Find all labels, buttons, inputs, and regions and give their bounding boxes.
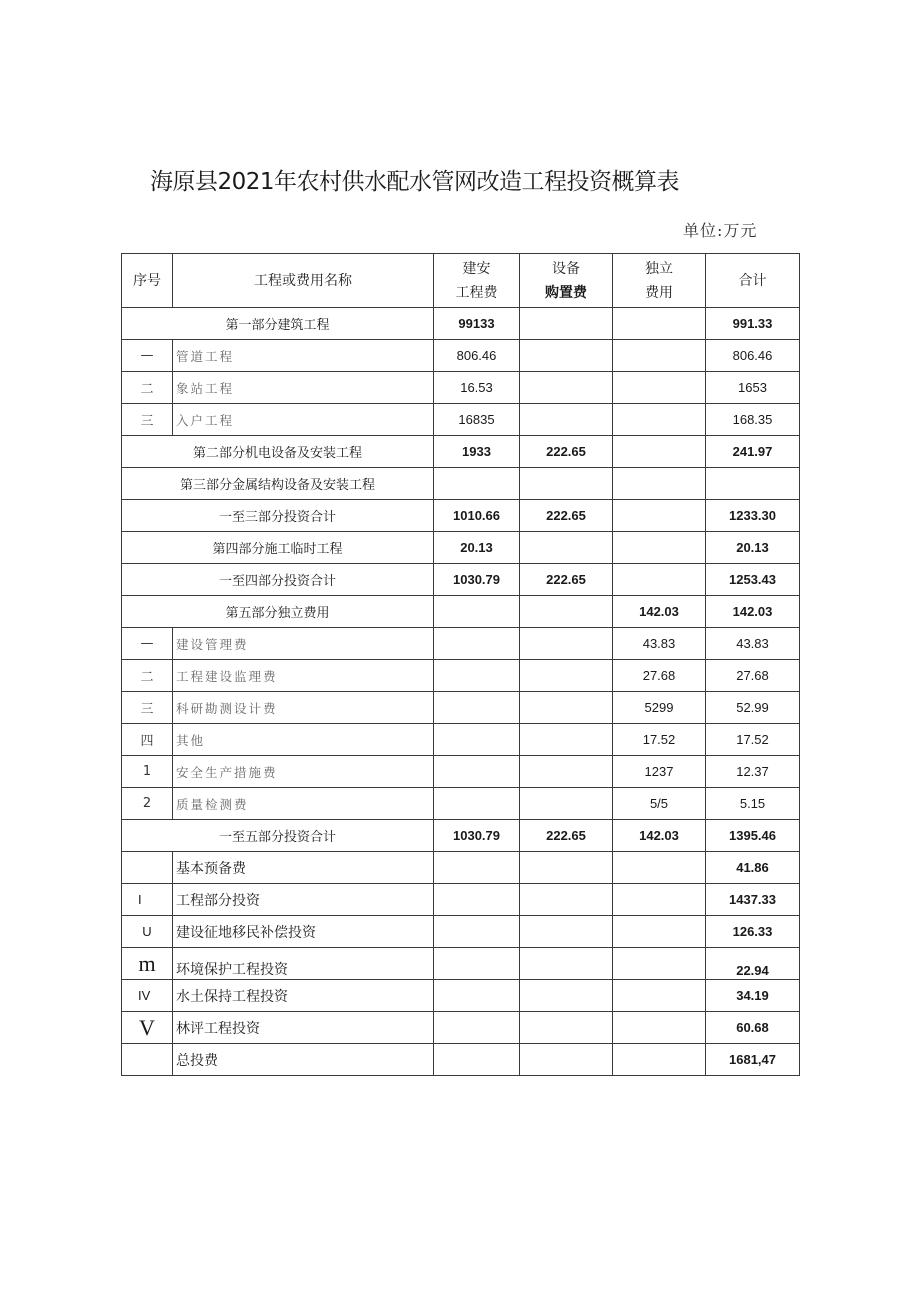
seq-cell: 四	[122, 724, 173, 756]
construction-cell	[434, 1044, 520, 1076]
construction-cell: 16.53	[434, 372, 520, 404]
independent-cell	[613, 340, 706, 372]
construction-cell	[434, 724, 520, 756]
equipment-cell	[520, 756, 613, 788]
name-cell: 科研勘测设计费	[173, 692, 434, 724]
equipment-cell	[520, 1012, 613, 1044]
total-cell: 126.33	[706, 916, 800, 948]
name-cell: 质量检测费	[173, 788, 434, 820]
seq-cell: 1	[122, 756, 173, 788]
total-cell: 142.03	[706, 596, 800, 628]
section-label: 第三部分金属结构设备及安装工程	[122, 468, 434, 500]
header-name: 工程或费用名称	[173, 254, 434, 308]
independent-cell	[613, 916, 706, 948]
table-row	[122, 1012, 800, 1044]
name-cell: 安全生产措施费	[173, 756, 434, 788]
section-label: 一至四部分投资合计	[122, 564, 434, 596]
name-cell: 管道工程	[173, 340, 434, 372]
total-cell: 41.86	[706, 852, 800, 884]
independent-cell	[613, 1044, 706, 1076]
total-cell: 1681,47	[706, 1044, 800, 1076]
total-cell: 241.97	[706, 436, 800, 468]
section-label: 第五部分独立费用	[122, 596, 434, 628]
table-row	[122, 756, 800, 788]
total-cell: 1437.33	[706, 884, 800, 916]
table-row	[122, 564, 800, 596]
header-total: 合计	[706, 254, 800, 308]
table-row	[122, 596, 800, 628]
equipment-cell	[520, 788, 613, 820]
independent-cell	[613, 884, 706, 916]
table-row	[122, 660, 800, 692]
budget-table	[121, 253, 800, 1076]
table-row	[122, 628, 800, 660]
independent-cell	[613, 980, 706, 1012]
section-label: 一至三部分投资合计	[122, 500, 434, 532]
name-cell: 林评工程投资	[173, 1012, 434, 1044]
construction-cell	[434, 788, 520, 820]
table-row	[122, 884, 800, 916]
construction-cell	[434, 468, 520, 500]
equipment-cell	[520, 724, 613, 756]
table-row	[122, 340, 800, 372]
independent-cell: 1237	[613, 756, 706, 788]
construction-cell	[434, 756, 520, 788]
equipment-cell: 222.65	[520, 820, 613, 852]
table-row	[122, 372, 800, 404]
construction-cell	[434, 852, 520, 884]
equipment-cell	[520, 1044, 613, 1076]
construction-cell: 16835	[434, 404, 520, 436]
name-cell: 工程部分投资	[173, 884, 434, 916]
seq-cell	[122, 1044, 173, 1076]
independent-cell	[613, 948, 706, 980]
equipment-cell	[520, 852, 613, 884]
equipment-cell: 222.65	[520, 500, 613, 532]
total-cell: 5.15	[706, 788, 800, 820]
equipment-cell	[520, 980, 613, 1012]
table-row	[122, 788, 800, 820]
seq-cell: 2	[122, 788, 173, 820]
independent-cell	[613, 1012, 706, 1044]
seq-cell: —	[122, 340, 173, 372]
construction-cell: 1030.79	[434, 820, 520, 852]
independent-cell	[613, 532, 706, 564]
seq-cell: U	[122, 916, 173, 948]
independent-cell: 142.03	[613, 596, 706, 628]
equipment-cell	[520, 948, 613, 980]
table-row	[122, 916, 800, 948]
total-cell: 1233.30	[706, 500, 800, 532]
construction-cell: 806.46	[434, 340, 520, 372]
section-label: 第四部分施工临时工程	[122, 532, 434, 564]
seq-cell: 三	[122, 404, 173, 436]
total-cell: 52.99	[706, 692, 800, 724]
total-cell: 60.68	[706, 1012, 800, 1044]
total-cell	[706, 468, 800, 500]
table-row	[122, 532, 800, 564]
independent-cell	[613, 404, 706, 436]
name-cell: 象站工程	[173, 372, 434, 404]
seq-cell: V	[122, 1012, 173, 1044]
table-row	[122, 980, 800, 1012]
equipment-cell	[520, 628, 613, 660]
independent-cell: 5/5	[613, 788, 706, 820]
equipment-cell	[520, 884, 613, 916]
table-row	[122, 724, 800, 756]
page-title: 海原县2021年农村供水配水管网改造工程投资概算表	[150, 169, 680, 195]
seq-cell: I	[122, 884, 173, 916]
independent-cell: 27.68	[613, 660, 706, 692]
section-label: 第一部分建筑工程	[122, 308, 434, 340]
equipment-cell: 222.65	[520, 564, 613, 596]
table-row	[122, 1044, 800, 1076]
table-row	[122, 852, 800, 884]
seq-cell: —	[122, 628, 173, 660]
table-row	[122, 468, 800, 500]
table-row	[122, 436, 800, 468]
seq-cell: 二	[122, 372, 173, 404]
header-independent-line2: 费用	[645, 284, 673, 301]
equipment-cell	[520, 372, 613, 404]
name-cell: 建设征地移民补偿投资	[173, 916, 434, 948]
equipment-cell	[520, 308, 613, 340]
total-cell: 34.19	[706, 980, 800, 1012]
header-equipment	[520, 254, 613, 308]
table-row	[122, 820, 800, 852]
total-cell: 12.37	[706, 756, 800, 788]
seq-cell	[122, 852, 173, 884]
header-construction-line1: 建安	[462, 260, 491, 277]
total-cell: 806.46	[706, 340, 800, 372]
total-cell: 1653	[706, 372, 800, 404]
name-cell: 入户工程	[173, 404, 434, 436]
construction-cell	[434, 948, 520, 980]
table-row	[122, 500, 800, 532]
independent-cell	[613, 436, 706, 468]
construction-cell	[434, 692, 520, 724]
independent-cell	[613, 308, 706, 340]
header-equipment-line2: 购置费	[545, 284, 587, 301]
header-seq: 序号	[122, 254, 173, 308]
total-cell: 991.33	[706, 308, 800, 340]
independent-cell: 142.03	[613, 820, 706, 852]
equipment-cell	[520, 596, 613, 628]
equipment-cell	[520, 660, 613, 692]
name-cell: 水土保持工程投资	[173, 980, 434, 1012]
section-label: 第二部分机电设备及安装工程	[122, 436, 434, 468]
construction-cell	[434, 628, 520, 660]
total-cell: 27.68	[706, 660, 800, 692]
name-cell: 环境保护工程投资	[173, 948, 434, 980]
name-cell: 基本预备费	[173, 852, 434, 884]
header-equipment-line1: 设备	[552, 260, 580, 277]
table-row	[122, 404, 800, 436]
table-row	[122, 692, 800, 724]
independent-cell	[613, 564, 706, 596]
name-cell: 工程建设监理费	[173, 660, 434, 692]
construction-cell: 1010.66	[434, 500, 520, 532]
total-cell: 168.35	[706, 404, 800, 436]
header-independent-line1: 独立	[645, 260, 673, 277]
independent-cell: 17.52	[613, 724, 706, 756]
equipment-cell	[520, 468, 613, 500]
construction-cell: 99133	[434, 308, 520, 340]
seq-cell: m	[122, 948, 173, 980]
construction-cell: 20.13	[434, 532, 520, 564]
construction-cell: 1030.79	[434, 564, 520, 596]
header-independent	[613, 254, 706, 308]
construction-cell	[434, 980, 520, 1012]
independent-cell	[613, 372, 706, 404]
construction-cell	[434, 884, 520, 916]
header-construction-line2: 工程费	[455, 284, 498, 301]
construction-cell	[434, 916, 520, 948]
independent-cell	[613, 468, 706, 500]
equipment-cell	[520, 340, 613, 372]
construction-cell	[434, 596, 520, 628]
name-cell: 总投费	[173, 1044, 434, 1076]
table-header-row	[122, 254, 800, 308]
total-cell: 17.52	[706, 724, 800, 756]
equipment-cell	[520, 532, 613, 564]
independent-cell	[613, 500, 706, 532]
construction-cell: 1933	[434, 436, 520, 468]
independent-cell: 43.83	[613, 628, 706, 660]
name-cell: 其他	[173, 724, 434, 756]
seq-cell: 二	[122, 660, 173, 692]
equipment-cell	[520, 404, 613, 436]
table-row	[122, 308, 800, 340]
total-cell: 20.13	[706, 532, 800, 564]
construction-cell	[434, 1012, 520, 1044]
construction-cell	[434, 660, 520, 692]
total-cell: 43.83	[706, 628, 800, 660]
section-label: 一至五部分投资合计	[122, 820, 434, 852]
header-construction	[434, 254, 520, 308]
total-cell: 1395.46	[706, 820, 800, 852]
seq-cell: 三	[122, 692, 173, 724]
seq-cell: IV	[122, 980, 173, 1012]
total-cell: 22.94	[706, 948, 800, 980]
equipment-cell	[520, 916, 613, 948]
total-cell: 1253.43	[706, 564, 800, 596]
independent-cell: 5299	[613, 692, 706, 724]
name-cell: 建设管理费	[173, 628, 434, 660]
equipment-cell: 222.65	[520, 436, 613, 468]
independent-cell	[613, 852, 706, 884]
unit-label: 单位:万元	[683, 221, 758, 240]
equipment-cell	[520, 692, 613, 724]
table-row	[122, 948, 800, 980]
